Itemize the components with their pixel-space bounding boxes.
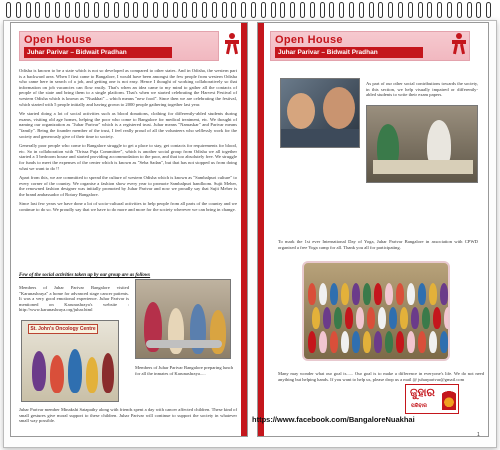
photo-exam-writing: [366, 105, 478, 183]
spiral-ring: [75, 2, 80, 18]
paragraph: Apart from this, we are committed to spread the culture of western Odisha which is known as "Sambalpuri culture" to every corner of the country. We organise a fashion show every year to promote Sambalpuri handloom. Sujit Meher, the renowned fashion designer was initially promoted by Juhar Parivar and now we proudly say that Sujit Meher is the brand ambassador of Rotary Bangalore.: [19, 175, 237, 197]
yoga-participant: [308, 331, 316, 353]
spiral-ring: [173, 2, 178, 18]
brand-tagline: ପରିବାର: [411, 403, 427, 409]
photo-students-writing: [280, 78, 360, 148]
paragraph: Generally poor people who come to Bangalore struggle to get a place to stay, get contacts for requirements for blood, etc. So in collaboration with "Orissa Puja Committee", which is another social group from Odisha we all together started a 3 bedroom house and started providing accommodation to the poor, and that too absolutely free. We struggle for funds to meet the expenses of the center which is known as "Seba Sadan", but that has not stopped us from doing what we want to do !!: [19, 143, 237, 171]
spiral-ring: [437, 2, 442, 18]
spiral-ring: [133, 2, 138, 18]
spiral-ring: [290, 2, 295, 18]
right-header-banner: [270, 31, 470, 61]
yoga-participant: [440, 283, 448, 305]
header-subtitle: Juhar Parivar – Bidwait Pradhan: [24, 47, 172, 58]
spiral-ring: [359, 2, 364, 18]
photo-oncology-centre: [21, 320, 119, 402]
left-page: [10, 22, 248, 437]
spiral-ring: [388, 2, 393, 18]
spiral-ring: [418, 2, 423, 18]
yoga-participant: [389, 307, 397, 329]
spiral-ring: [35, 2, 40, 18]
paragraph: We started doing a lot of social activities such as blood donations, clothing for differently-abled students during exams, visiting old age homes, helping the poor who come to Bangalore for medical treatment, etc. We thought of naming our organization as "Juhar Parivar" which is a registered trust. Juhar means "Namaskar" and Parivar means "family". Being the founder member of the trust, I feel really proud of all the volunteers who selflessly work for the society and generously give of their time to society.: [19, 111, 237, 139]
yoga-participant: [312, 307, 320, 329]
right-red-margin: [258, 23, 264, 436]
right-intro-text: As part of our other social contributions towards the society, in this section, we help visually impaired or differently-abled students to write their exam papers.: [366, 81, 478, 98]
spiral-ring: [55, 2, 60, 18]
photo-preparing-lunch: [135, 279, 231, 359]
header-title: Open House: [275, 34, 343, 46]
bottom-paragraph: Juhar Parivar member Minakshi Satapathy along with friends spent a day with cancer affected children. These kind of small gestures give moral support to these children. Juhar Parivar will continue to support the society in whatever small way possible.: [19, 407, 237, 424]
header-title: Open House: [24, 34, 92, 46]
yoga-participant: [341, 331, 349, 353]
spiral-ring: [271, 2, 276, 18]
paragraph: Odisha is known to be a state which is not so developed as compared to other states. And in Odisha, the western part is a backward area. When I first came to Bangalore, I would have been amongst the few people from western Odisha who came here in search of a job, and getting one is not easy. Hence I thought of working collaboratively so that information on job vacancies can flow easily. That's when an idea came to my mind to gather all the contacts of people of the state and bring them to a single platform. That's when we started celebrating the Harvest Festival of western Odisha which is known as "Nuakhai" – which means "new food". Since then we are celebrating the festival, which started with 5 people initially and having grown to 2000 people gathering together last year.: [19, 68, 237, 107]
spiral-ring: [320, 2, 325, 18]
yoga-participant: [345, 307, 353, 329]
left-header-banner: [19, 31, 219, 61]
spiral-ring: [153, 2, 158, 18]
juhar-parivar-brand-logo: [405, 384, 459, 414]
yoga-participant: [319, 331, 327, 353]
yoga-participant: [429, 331, 437, 353]
yoga-participant: [341, 283, 349, 305]
paragraph: Since last few years we have done a lot of socio-cultural activities to help people from all parts of the country and we continue to do so. We proudly say that we have to do more and more for the society wherever we can bring in change.: [19, 201, 237, 213]
spiral-ring: [212, 2, 217, 18]
yoga-participant: [378, 307, 386, 329]
closing-text: [278, 371, 484, 382]
yoga-participant: [330, 283, 338, 305]
facebook-url-link[interactable]: https://www.facebook.com/BangaloreNuakhai: [252, 415, 415, 424]
spiral-ring: [300, 2, 305, 18]
yoga-participant: [429, 283, 437, 305]
left-red-margin: [241, 23, 247, 436]
spiral-ring: [467, 2, 472, 18]
right-page: [257, 22, 489, 437]
spiral-ring: [369, 2, 374, 18]
yoga-participant: [385, 283, 393, 305]
yoga-participant: [334, 307, 342, 329]
spiral-ring: [329, 2, 334, 18]
spiral-ring: [486, 2, 491, 18]
juhar-logo-icon: [448, 33, 470, 55]
spiral-ring: [124, 2, 129, 18]
juhar-logo-icon: [221, 33, 243, 55]
yoga-participant: [363, 283, 371, 305]
page-number: 1: [477, 432, 480, 438]
yoga-participant: [440, 331, 448, 353]
spiral-ring: [114, 2, 119, 18]
yoga-participant: [367, 307, 375, 329]
spiral-ring: [398, 2, 403, 18]
spiral-ring: [65, 2, 70, 18]
yoga-participant: [330, 331, 338, 353]
yoga-participant: [407, 331, 415, 353]
yoga-participant: [308, 283, 316, 305]
spiral-ring: [280, 2, 285, 18]
yoga-participant: [385, 331, 393, 353]
oncology-sign: St. John's Oncology Centre: [28, 324, 98, 334]
spiral-ring: [26, 2, 31, 18]
yoga-participant: [400, 307, 408, 329]
spiral-ring: [182, 2, 187, 18]
yoga-participant: [418, 331, 426, 353]
spiral-ring: [16, 2, 21, 18]
spiral-ring: [143, 2, 148, 18]
caption-lunch: Members of Juhar Parivar Bangalore preparing lunch for all the inmates of Karunashraya.....: [135, 365, 233, 376]
yoga-participant: [411, 307, 419, 329]
yoga-participant: [422, 307, 430, 329]
spiral-ring: [241, 2, 246, 18]
yoga-text: To mark the 1st ever International Day of Yoga, Juhar Parivar Bangalore in association with CPWD organised a free Yoga camp for all. Thank you all for participating.: [278, 239, 478, 250]
spiral-ring: [378, 2, 383, 18]
yoga-participant: [407, 283, 415, 305]
spiral-ring: [251, 2, 256, 18]
yoga-participant: [396, 283, 404, 305]
yoga-participant: [396, 331, 404, 353]
spiral-ring: [192, 2, 197, 18]
yoga-participant: [352, 331, 360, 353]
yoga-participant: [319, 283, 327, 305]
yoga-participant: [374, 331, 382, 353]
spiral-ring: [339, 2, 344, 18]
spiral-ring: [447, 2, 452, 18]
spiral-ring: [6, 2, 11, 18]
activities-heading: Few of the social activities taken up by our group are as follows: [19, 273, 151, 278]
spiral-ring: [261, 2, 266, 18]
spiral-ring: [408, 2, 413, 18]
spiral-ring: [349, 2, 354, 18]
yoga-participant: [418, 283, 426, 305]
photo-yoga-group: [302, 261, 450, 361]
spiral-ring: [222, 2, 227, 18]
yoga-participant: [323, 307, 331, 329]
brand-name: ଜୁହାର: [410, 387, 435, 399]
yoga-participant: [363, 331, 371, 353]
spiral-ring: [45, 2, 50, 18]
spiral-ring: [476, 2, 481, 18]
header-subtitle: Juhar Parivar – Bidwait Pradhan: [275, 47, 423, 58]
notebook-spiral: [0, 0, 500, 22]
left-article-body: [19, 68, 237, 217]
caption-karunashraya: Members of Juhar Parivar Bangalore visited "Karunashraya" a home for advanced stage cancer patients. It was a very good emotional experience. Juhar Parivar is mentioned on Karunashraya's website : http://www.karunashraya.org/juhar.html: [19, 285, 129, 313]
yoga-participant: [433, 307, 441, 329]
yoga-participant: [444, 307, 450, 329]
spiral-ring: [84, 2, 89, 18]
spiral-ring: [457, 2, 462, 18]
spiral-ring: [104, 2, 109, 18]
yoga-participant: [356, 307, 364, 329]
spiral-ring: [231, 2, 236, 18]
spiral-ring: [310, 2, 315, 18]
closing-text-body: Many may wonder what our goal is...... Our goal is to make a difference in everyone's life. We do not need anything but helping hands. If you want to help us, please drop us a mail @ juharparivar@gmail.com: [278, 371, 484, 382]
yoga-participant: [352, 283, 360, 305]
flame-icon: [442, 388, 456, 410]
yoga-participant: [374, 283, 382, 305]
spiral-ring: [427, 2, 432, 18]
spiral-ring: [94, 2, 99, 18]
spiral-ring: [163, 2, 168, 18]
spiral-ring: [202, 2, 207, 18]
